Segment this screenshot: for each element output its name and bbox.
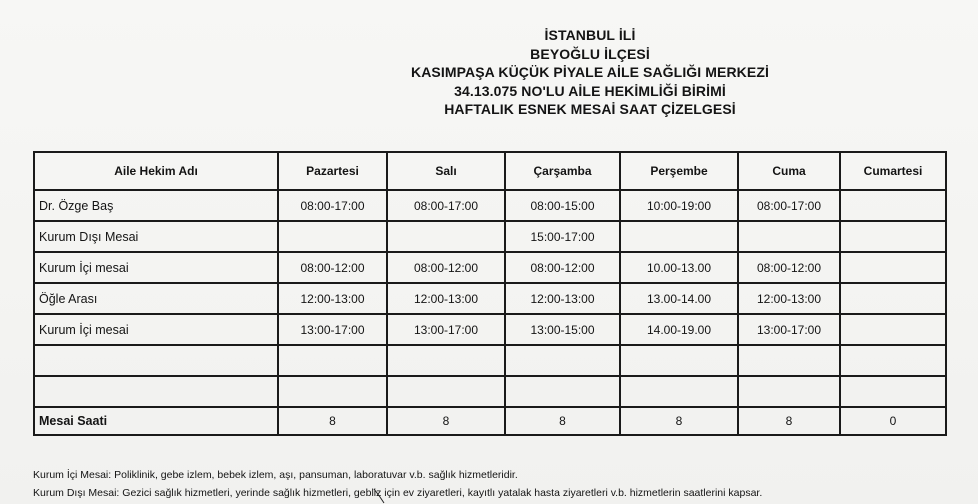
column-header-wednesday: Çarşamba <box>505 152 620 190</box>
table-cell <box>505 345 620 376</box>
table-row <box>34 252 946 283</box>
table-cell: 10.00-13.00 <box>620 252 738 283</box>
weekly-schedule-table <box>33 151 947 436</box>
note-external-work: Kurum Dışı Mesai: Gezici sağlık hizmetleri, yerinde sağlık hizmetleri, gebliz için ev ziyaretleri, kayıtlı yatalak hasta ziyaretleri v.b. hizmetlerin saatlerini kapsar. <box>33 487 763 499</box>
total-hours-cell: 8 <box>387 407 505 435</box>
row-label: Öğle Arası <box>34 283 278 314</box>
table-cell <box>738 221 840 252</box>
table-cell: 12:00-13:00 <box>738 283 840 314</box>
table-row <box>34 376 946 407</box>
document-title: HAFTALIK ESNEK MESAİ SAAT ÇİZELGESİ <box>444 101 736 117</box>
table-cell <box>738 345 840 376</box>
total-hours-cell: 8 <box>505 407 620 435</box>
column-header-thursday: Perşembe <box>620 152 738 190</box>
table-cell: 08:00-12:00 <box>278 252 387 283</box>
header-health-center: KASIMPAŞA KÜÇÜK PİYALE AİLE SAĞLIĞI MERKEZİ <box>411 64 769 80</box>
table-cell: 12:00-13:00 <box>278 283 387 314</box>
table-cell <box>840 221 946 252</box>
table-cell <box>387 345 505 376</box>
header-province: İSTANBUL İLİ <box>544 27 636 43</box>
table-cell <box>840 314 946 345</box>
table-cell: 13.00-14.00 <box>620 283 738 314</box>
row-label: Kurum İçi mesai <box>34 252 278 283</box>
table-cell: 08:00-17:00 <box>738 190 840 221</box>
table-cell: 08:00-12:00 <box>505 252 620 283</box>
row-label: Dr. Özge Baş <box>34 190 278 221</box>
table-cell: 13:00-17:00 <box>278 314 387 345</box>
table-cell <box>840 376 946 407</box>
table-cell <box>620 376 738 407</box>
table-row <box>34 221 946 252</box>
row-label: Kurum Dışı Mesai <box>34 221 278 252</box>
footnotes <box>33 466 963 502</box>
total-hours-label: Mesai Saati <box>34 407 278 435</box>
table-cell <box>840 345 946 376</box>
table-row <box>34 314 946 345</box>
table-row <box>34 190 946 221</box>
header-district: BEYOĞLU İLÇESİ <box>530 45 650 62</box>
table-cell <box>278 345 387 376</box>
column-header-physician: Aile Hekim Adı <box>34 152 278 190</box>
table-cell <box>840 190 946 221</box>
header-unit: 34.13.075 NO'LU AİLE HEKİMLİĞİ BİRİMİ <box>454 82 726 99</box>
table-cell: 10:00-19:00 <box>620 190 738 221</box>
table-cell <box>620 221 738 252</box>
document-header <box>330 26 850 119</box>
pen-stroke-mark <box>372 488 386 504</box>
table-cell <box>387 376 505 407</box>
column-header-monday: Pazartesi <box>278 152 387 190</box>
table-cell <box>505 376 620 407</box>
table-row <box>34 345 946 376</box>
table-cell: 08:00-17:00 <box>387 190 505 221</box>
table-cell: 08:00-12:00 <box>738 252 840 283</box>
table-cell <box>840 252 946 283</box>
table-cell: 08:00-15:00 <box>505 190 620 221</box>
table-cell <box>387 221 505 252</box>
table-cell <box>840 283 946 314</box>
column-header-friday: Cuma <box>738 152 840 190</box>
total-hours-cell: 8 <box>278 407 387 435</box>
table-cell: 08:00-17:00 <box>278 190 387 221</box>
table-header-row <box>34 152 946 190</box>
table-cell: 14.00-19.00 <box>620 314 738 345</box>
table-cell: 13:00-17:00 <box>387 314 505 345</box>
table-cell <box>278 221 387 252</box>
total-hours-cell: 0 <box>840 407 946 435</box>
row-label <box>34 345 278 376</box>
table-row <box>34 283 946 314</box>
column-header-saturday: Cumartesi <box>840 152 946 190</box>
total-hours-cell: 8 <box>620 407 738 435</box>
table-cell: 13:00-17:00 <box>738 314 840 345</box>
row-label <box>34 376 278 407</box>
table-cell <box>620 345 738 376</box>
table-cell: 12:00-13:00 <box>505 283 620 314</box>
table-cell <box>738 376 840 407</box>
table-cell: 08:00-12:00 <box>387 252 505 283</box>
total-hours-cell: 8 <box>738 407 840 435</box>
table-cell: 15:00-17:00 <box>505 221 620 252</box>
total-hours-row <box>34 407 946 435</box>
table-cell: 12:00-13:00 <box>387 283 505 314</box>
table-cell <box>278 376 387 407</box>
column-header-tuesday: Salı <box>387 152 505 190</box>
note-internal-work: Kurum İçi Mesai: Poliklinik, gebe izlem, bebek izlem, aşı, pansuman, laboratuvar v.b. sağlık hizmetleridir. <box>33 469 518 481</box>
table-cell: 13:00-15:00 <box>505 314 620 345</box>
row-label: Kurum İçi mesai <box>34 314 278 345</box>
